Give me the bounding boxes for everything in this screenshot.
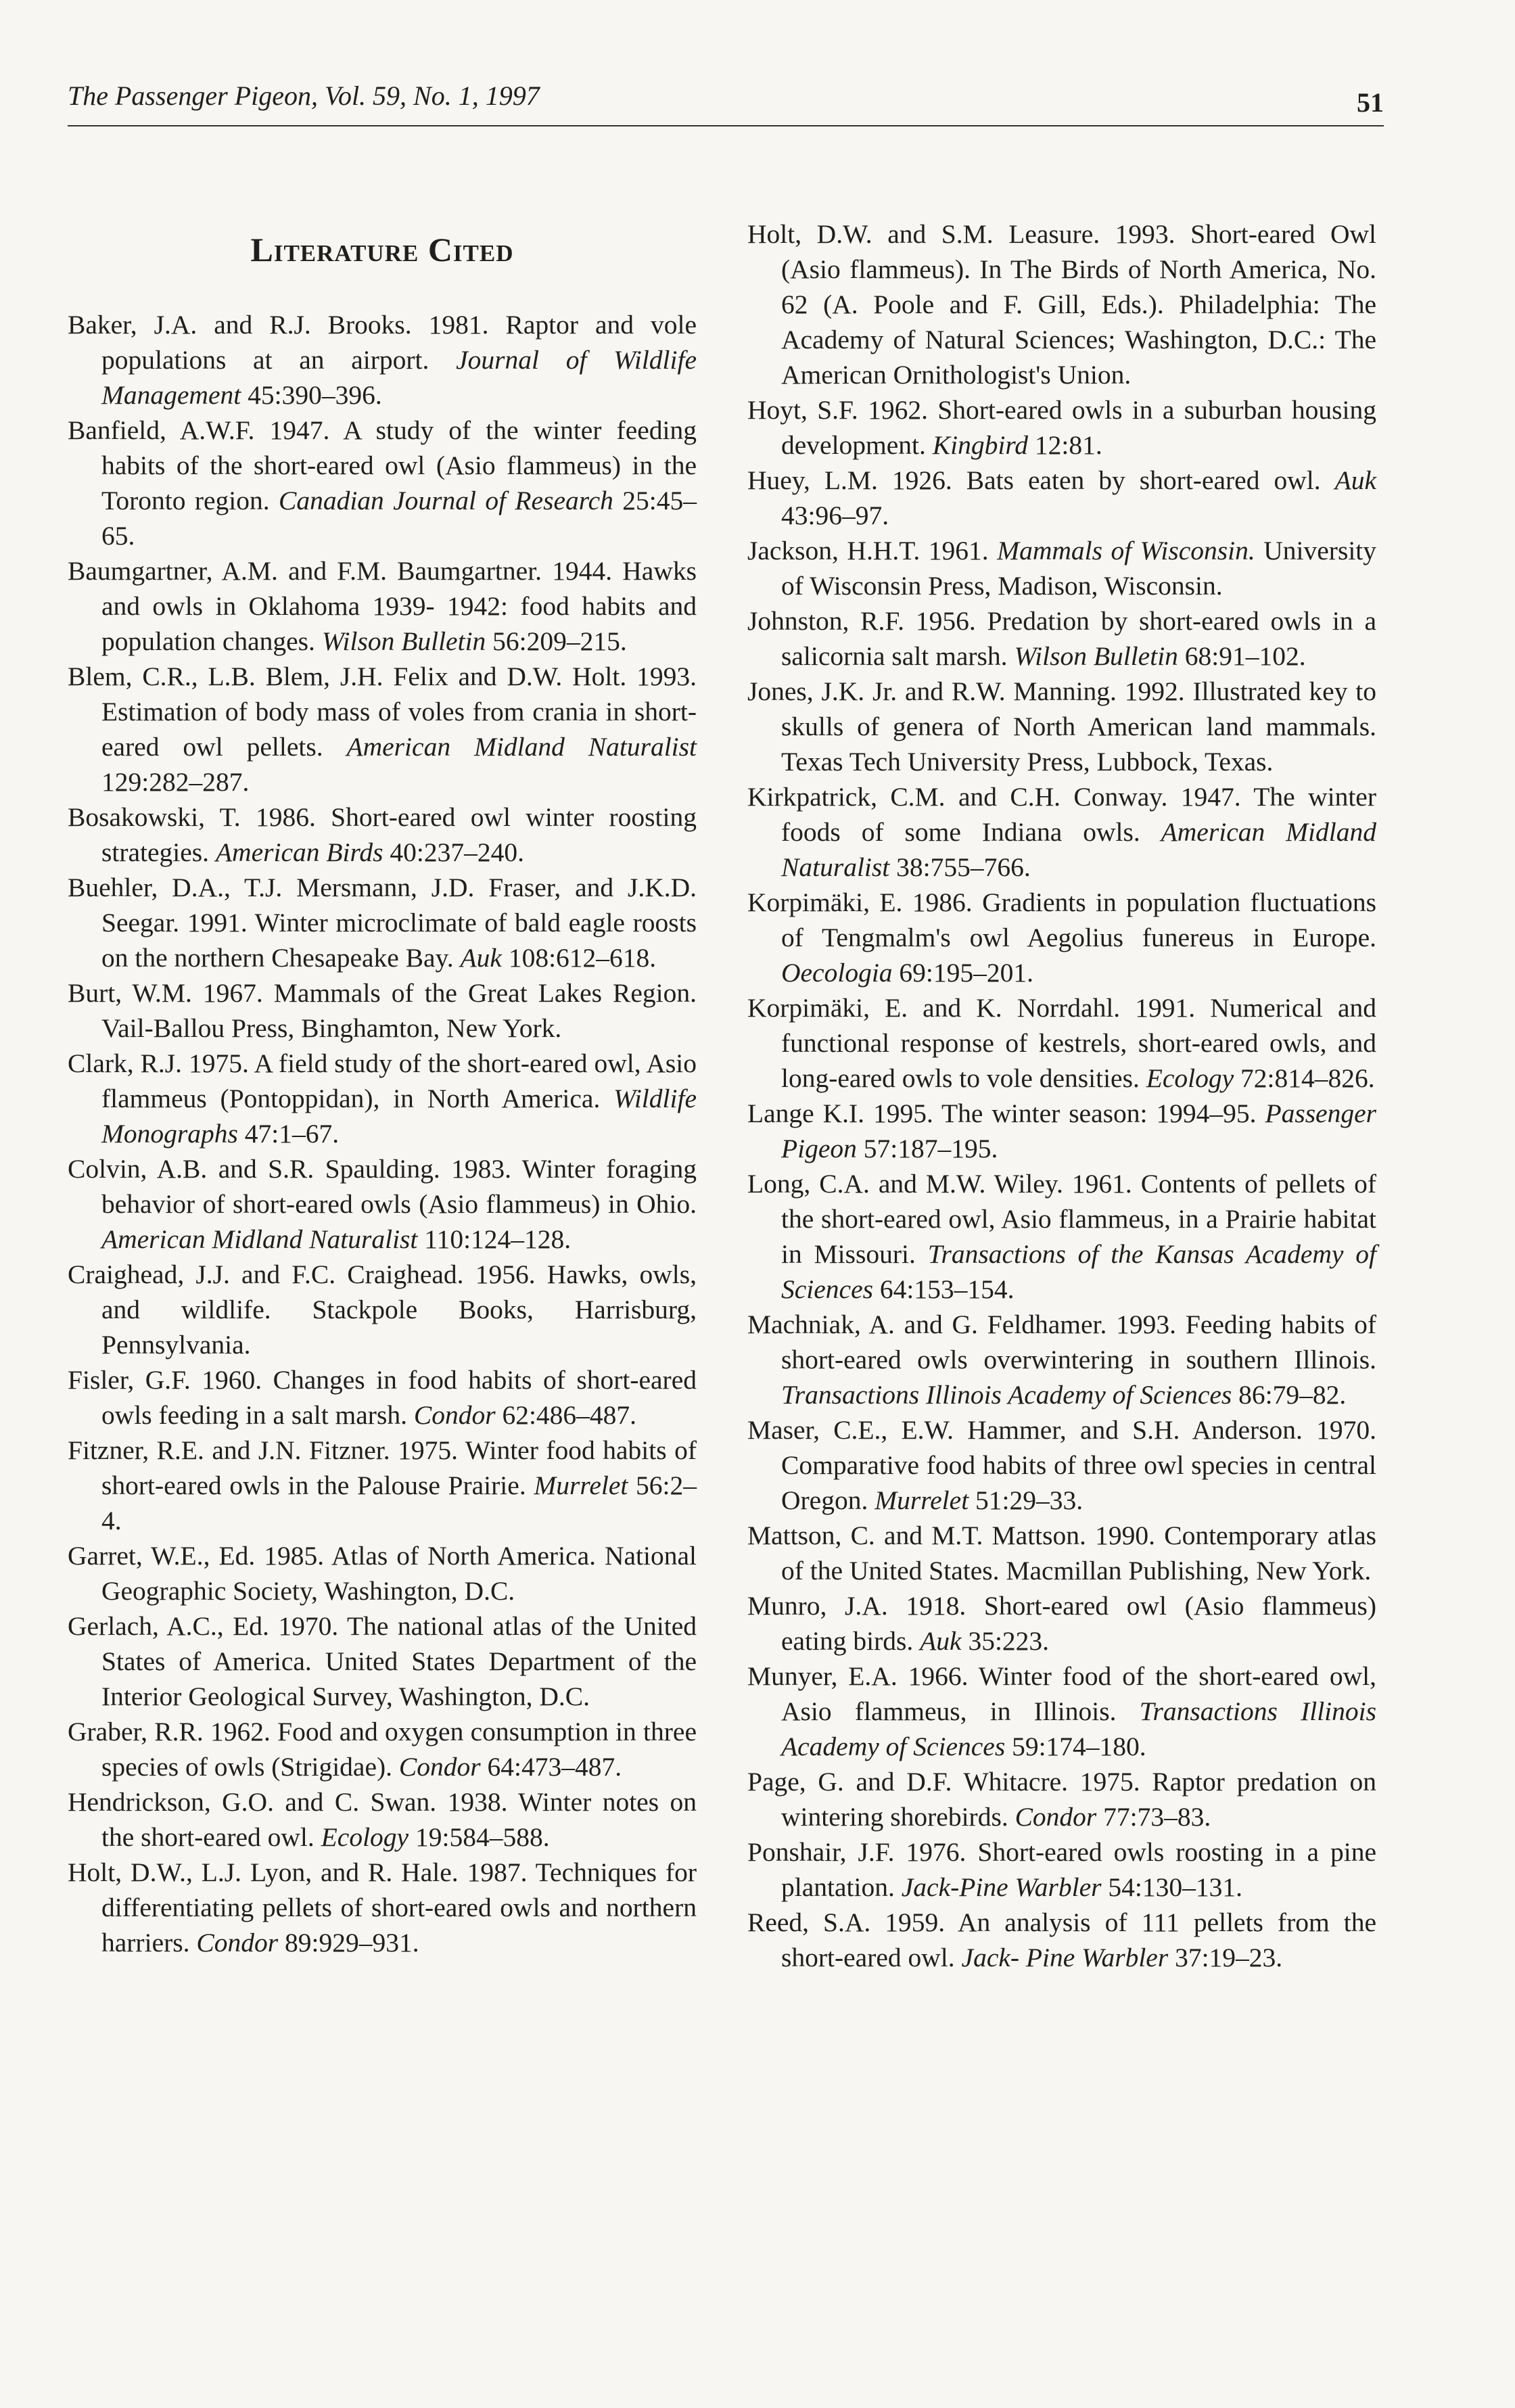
journal-name: Transactions Illinois Academy of Sciences [781,1380,1232,1410]
reference-entry [747,533,1376,603]
journal-name: Condor [413,1400,496,1430]
reference-entry [68,1714,697,1784]
reference-entry [747,603,1376,674]
reference-entry [747,779,1376,885]
citation-volume-pages: 57:187–195. [863,1134,998,1163]
journal-name: Jack- Pine Warbler [961,1943,1169,1972]
reference-entry [68,1151,697,1257]
journal-name: Canadian Journal of Research [278,486,613,515]
journal-name: Transactions Illinois Academy of Sciences [781,1696,1376,1761]
reference-text: Maser, C.E., E.W. Hammer, and S.H. Anderson. 1970. Comparative food habits of three owl species in central Oregon. [747,1415,1376,1515]
citation-volume-pages: 64:153–154. [879,1274,1015,1304]
reference-text: Gerlach, A.C., Ed. 1970. The national atlas of the United States of America. United States Department of the Interior Geological Survey, Washington, D.C. [68,1611,697,1711]
reference-entry [68,1257,697,1362]
journal-name: Kingbird [932,430,1028,460]
reference-text: Baker, J.A. and R.J. Brooks. 1981. Raptor and vole populations at an airport. [68,310,697,375]
reference-entry [747,1834,1376,1905]
journal-name: Auk [920,1626,962,1656]
citation-volume-pages: 62:486–487. [502,1400,637,1430]
citation-volume-pages: 40:237–240. [390,837,524,867]
reference-entry [747,392,1376,463]
citation-volume-pages: University of Wisconsin Press, Madison, Wisconsin. [781,536,1377,601]
reference-entry [68,413,697,553]
citation-volume-pages: 45:390–396. [248,380,382,410]
citation-volume-pages: 19:584–588. [415,1822,550,1852]
citation-volume-pages: 129:282–287. [101,767,250,797]
journal-name: Condor [1015,1802,1097,1832]
reference-entry [747,1412,1376,1518]
reference-entry [747,1166,1376,1307]
reference-text: Hoyt, S.F. 1962. Short-eared owls in a suburban housing development. [747,395,1376,460]
right-column [747,216,1376,1975]
citation-volume-pages: 86:79–82. [1238,1380,1347,1410]
reference-text: Lange K.I. 1995. The winter season: 1994–95. [747,1098,1257,1128]
reference-text: Clark, R.J. 1975. A field study of the short-eared owl, Asio flammeus (Pontoppidan), in North America. [68,1048,697,1113]
citation-volume-pages: 35:223. [968,1626,1050,1656]
reference-text: Jones, J.K. Jr. and R.W. Manning. 1992. Illustrated key to skulls of genera of North American land mammals. Texas Tech University Press, Lubbock, Texas. [747,676,1376,777]
reference-entry [68,1046,697,1151]
citation-volume-pages: 38:755–766. [896,852,1031,882]
reference-text: Graber, R.R. 1962. Food and oxygen consumption in three species of owls (Strigidae). [68,1717,697,1782]
reference-text: Bosakowski, T. 1986. Short-eared owl winter roosting strategies. [68,802,697,867]
journal-name: Auk [1334,465,1376,495]
reference-entry [747,674,1376,779]
reference-entry [68,553,697,659]
reference-entry [68,800,697,870]
journal-name: American Midland Naturalist [346,732,697,762]
reference-text: Fitzner, R.E. and J.N. Fitzner. 1975. Winter food habits of short-eared owls in the Palouse Prairie. [68,1435,697,1500]
citation-volume-pages: 110:124–128. [424,1224,572,1254]
reference-text: Burt, W.M. 1967. Mammals of the Great Lakes Region. Vail-Ballou Press, Binghamton, New York. [68,978,697,1043]
header-rule [68,125,1384,126]
citation-volume-pages: 69:195–201. [899,958,1034,988]
reference-entry [747,216,1376,392]
reference-text: Jackson, H.H.T. 1961. [747,536,989,565]
reference-text: Ponshair, J.F. 1976. Short-eared owls roosting in a pine plantation. [747,1837,1376,1902]
reference-text: Banfield, A.W.F. 1947. A study of the winter feeding habits of the short-eared owl (Asio flammeus) in the Toronto region. [68,415,697,515]
citation-volume-pages: 51:29–33. [975,1485,1083,1515]
journal-name: Journal of Wildlife Management [101,345,697,410]
citation-volume-pages: 108:612–618. [508,943,657,973]
journal-name: Wildlife Monographs [101,1084,697,1149]
citation-volume-pages: 12:81. [1034,430,1102,460]
citation-volume-pages: 89:929–931. [284,1928,419,1958]
citation-volume-pages: 47:1–67. [244,1119,340,1149]
journal-name: American Midland Naturalist [781,817,1377,882]
journal-citation: The Passenger Pigeon, Vol. 59, No. 1, 1997 [68,80,540,111]
reference-text: Page, G. and D.F. Whitacre. 1975. Raptor predation on wintering shorebirds. [747,1767,1376,1832]
reference-text: Hendrickson, G.O. and C. Swan. 1938. Winter notes on the short-eared owl. [68,1787,697,1852]
journal-name: Condor [398,1752,481,1782]
reference-entry [68,1362,697,1433]
citation-volume-pages: 54:130–131. [1108,1872,1242,1902]
journal-name: Wilson Bulletin [321,626,486,656]
journal-name: Murrelet [875,1485,969,1515]
reference-entry [747,1588,1376,1659]
journal-name: Auk [460,943,502,973]
reference-entry [747,1518,1376,1588]
reference-entry [747,1096,1376,1166]
reference-entry [68,1608,697,1714]
right-reference-list [747,216,1376,1975]
left-reference-list [68,307,697,1960]
reference-entry [747,1764,1376,1834]
journal-name: Murrelet [534,1471,628,1500]
citation-volume-pages: 64:473–487. [487,1752,622,1782]
reference-text: Munro, J.A. 1918. Short-eared owl (Asio flammeus) eating birds. [747,1591,1376,1656]
reference-text: Johnston, R.F. 1956. Predation by short-eared owls in a salicornia salt marsh. [747,606,1376,671]
journal-name: Jack-Pine Warbler [901,1872,1102,1902]
reference-entry [68,1538,697,1608]
reference-text: Mattson, C. and M.T. Mattson. 1990. Contemporary atlas of the United States. Macmillan Publishing, New York. [747,1521,1376,1585]
reference-entry [68,1433,697,1538]
reference-text: Baumgartner, A.M. and F.M. Baumgartner. 1944. Hawks and owls in Oklahoma 1939- 1942: food habits and population changes. [68,556,697,656]
journal-name: American Birds [215,837,383,867]
left-column [68,216,697,1960]
reference-entry [747,463,1376,533]
reference-entry [68,975,697,1046]
journal-name: Condor [196,1928,279,1958]
reference-text: Munyer, E.A. 1966. Winter food of the short-eared owl, Asio flammeus, in Illinois. [747,1661,1376,1726]
reference-entry [68,870,697,975]
citation-volume-pages: 59:174–180. [1012,1732,1146,1761]
citation-volume-pages: 43:96–97. [781,501,889,530]
reference-text: Kirkpatrick, C.M. and C.H. Conway. 1947. The winter foods of some Indiana owls. [747,782,1376,847]
reference-entry [68,307,697,413]
journal-name: Transactions of the Kansas Academy of Sciences [781,1239,1377,1304]
reference-text: Holt, D.W. and S.M. Leasure. 1993. Short-eared Owl (Asio flammeus). In The Birds of North America, No. 62 (A. Poole and F. Gill, Eds.). Philadelphia: The Academy of Natural Sciences; Washington, D.C.: The American Ornithologist's Union. [747,219,1376,390]
citation-volume-pages: 56:209–215. [492,626,627,656]
journal-name: Passenger Pigeon [781,1098,1376,1163]
reference-entry [747,885,1376,990]
reference-text: Fisler, G.F. 1960. Changes in food habits of short-eared owls feeding in a salt marsh. [68,1365,697,1430]
reference-text: Reed, S.A. 1959. An analysis of 111 pellets from the short-eared owl. [747,1907,1376,1972]
journal-name: Mammals of Wisconsin. [997,536,1255,565]
reference-text: Blem, C.R., L.B. Blem, J.H. Felix and D.W. Holt. 1993. Estimation of body mass of voles from crania in short-eared owl pellets. [68,662,697,762]
running-head [68,80,1384,127]
reference-entry [747,990,1376,1096]
reference-entry [747,1307,1376,1412]
reference-text: Korpimäki, E. 1986. Gradients in population fluctuations of Tengmalm's owl Aegolius funereus in Europe. [747,887,1376,952]
citation-volume-pages: 37:19–23. [1175,1943,1283,1972]
citation-volume-pages: 77:73–83. [1103,1802,1211,1832]
reference-text: Long, C.A. and M.W. Wiley. 1961. Contents of pellets of the short-eared owl, Asio flammeus, in a Prairie habitat in Missouri. [747,1169,1376,1269]
journal-name: Ecology [1146,1063,1234,1093]
journal-name: Wilson Bulletin [1014,641,1178,671]
reference-text: Garret, W.E., Ed. 1985. Atlas of North America. National Geographic Society, Washington, D.C. [68,1541,697,1606]
page-number: 51 [1357,87,1384,118]
citation-volume-pages: 56:2–4. [101,1471,697,1535]
reference-entry [68,659,697,800]
journal-name: Ecology [321,1822,409,1852]
reference-entry [68,1855,697,1960]
reference-text: Korpimäki, E. and K. Norrdahl. 1991. Numerical and functional response of kestrels, short-eared owls, and long-eared owls to vole densities. [747,993,1376,1093]
section-heading: Literature Cited [250,231,514,269]
reference-text: Holt, D.W., L.J. Lyon, and R. Hale. 1987. Techniques for differentiating pellets of short-eared owls and northern harriers. [68,1857,697,1958]
reference-text: Buehler, D.A., T.J. Mersmann, J.D. Fraser, and J.K.D. Seegar. 1991. Winter microclimate of bald eagle roosts on the northern Chesapeake Bay. [68,873,697,973]
journal-name: American Midland Naturalist [101,1224,418,1254]
reference-entry [68,1784,697,1855]
citation-volume-pages: 68:91–102. [1184,641,1306,671]
citation-volume-pages: 72:814–826. [1240,1063,1375,1093]
citation-volume-pages: 25:45–65. [101,486,697,551]
reference-entry [747,1659,1376,1764]
reference-text: Craighead, J.J. and F.C. Craighead. 1956. Hawks, owls, and wildlife. Stackpole Books, Harrisburg, Pennsylvania. [68,1259,697,1360]
reference-text: Colvin, A.B. and S.R. Spaulding. 1983. Winter foraging behavior of short-eared owls (Asio flammeus) in Ohio. [68,1154,697,1219]
reference-text: Huey, L.M. 1926. Bats eaten by short-eared owl. [747,465,1321,495]
reference-entry [747,1905,1376,1975]
reference-text: Machniak, A. and G. Feldhamer. 1993. Feeding habits of short-eared owls overwintering in southern Illinois. [747,1310,1376,1374]
journal-name: Oecologia [781,958,893,988]
